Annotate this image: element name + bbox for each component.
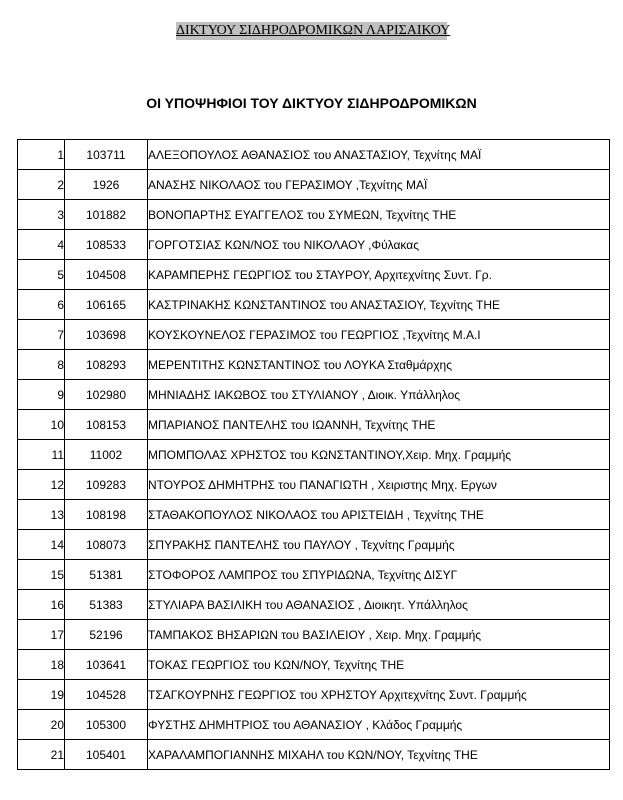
row-number: 17 [18, 620, 65, 650]
row-number: 16 [18, 590, 65, 620]
row-number: 6 [18, 290, 65, 320]
registry-number: 106165 [65, 290, 148, 320]
row-number: 19 [18, 680, 65, 710]
row-number: 12 [18, 470, 65, 500]
table-row [18, 140, 610, 170]
page-title: ΟΙ ΥΠΟΨΗΦΙΟΙ ΤΟΥ ΔΙΚΤΥΟΥ ΣΙΔΗΡΟΔΡΟΜΙΚΩΝ [146, 95, 477, 111]
row-number: 5 [18, 260, 65, 290]
registry-number: 104528 [65, 680, 148, 710]
table-row [18, 290, 610, 320]
table-row [18, 260, 610, 290]
table-row [18, 740, 610, 770]
table-row [18, 200, 610, 230]
candidate-description: ΚΑΣΤΡΙΝΑΚΗΣ ΚΩΝΣΤΑΝΤΙΝΟΣ του ΑΝΑΣΤΑΣΙΟΥ, Τεχνίτης ΤΗΕ [148, 290, 610, 320]
registry-number: 108533 [65, 230, 148, 260]
registry-number: 11002 [65, 440, 148, 470]
registry-number: 102980 [65, 380, 148, 410]
table-row [18, 590, 610, 620]
table-row [18, 350, 610, 380]
table-row [18, 710, 610, 740]
candidate-description: ΧΑΡΑΛΑΜΠΟΓΙΑΝΝΗΣ ΜΙΧΑΗΛ του ΚΩΝ/ΝΟΥ, Τεχνίτης ΤΗΕ [148, 740, 610, 770]
candidates-table-body [18, 140, 610, 770]
row-number: 9 [18, 380, 65, 410]
document-header: ΔΙΚΤΥΟΥ ΣΙΔΗΡΟΔΡΟΜΙΚΩΝ ΛΑΡΙΣΑΙΚΟΥ [176, 23, 451, 38]
registry-number: 103641 [65, 650, 148, 680]
registry-number: 104508 [65, 260, 148, 290]
row-number: 18 [18, 650, 65, 680]
registry-number: 108198 [65, 500, 148, 530]
registry-number: 103698 [65, 320, 148, 350]
registry-number: 1926 [65, 170, 148, 200]
row-number: 4 [18, 230, 65, 260]
candidate-description: ΤΑΜΠΑΚΟΣ ΒΗΣΑΡΙΩΝ του ΒΑΣΙΛΕΙΟΥ , Χειρ. Μηχ. Γραμμής [148, 620, 610, 650]
row-number: 20 [18, 710, 65, 740]
row-number: 21 [18, 740, 65, 770]
row-number: 11 [18, 440, 65, 470]
row-number: 14 [18, 530, 65, 560]
registry-number: 51383 [65, 590, 148, 620]
candidate-description: ΚΟΥΣΚΟΥΝΕΛΟΣ ΓΕΡΑΣΙΜΟΣ του ΓΕΩΡΓΙΟΣ ,Τεχνίτης Μ.Α.Ι [148, 320, 610, 350]
row-number: 8 [18, 350, 65, 380]
candidate-description: ΑΝΑΣΗΣ ΝΙΚΟΛΑΟΣ του ΓΕΡΑΣΙΜΟΥ ,Τεχνίτης ΜΑΪ [148, 170, 610, 200]
row-number: 15 [18, 560, 65, 590]
table-row [18, 230, 610, 260]
registry-number: 101882 [65, 200, 148, 230]
row-number: 7 [18, 320, 65, 350]
candidate-description: ΚΑΡΑΜΠΕΡΗΣ ΓΕΩΡΓΙΟΣ του ΣΤΑΥΡΟΥ, Αρχιτεχνίτης Συντ. Γρ. [148, 260, 610, 290]
candidate-description: ΣΤΑΘΑΚΟΠΟΥΛΟΣ ΝΙΚΟΛΑΟΣ του ΑΡΙΣΤΕΙΔΗ , Τεχνίτης ΤΗΕ [148, 500, 610, 530]
registry-number: 103711 [65, 140, 148, 170]
registry-number: 105300 [65, 710, 148, 740]
candidate-description: ΤΟΚΑΣ ΓΕΩΡΓΙΟΣ του ΚΩΝ/ΝΟΥ, Τεχνίτης ΤΗΕ [148, 650, 610, 680]
table-row [18, 380, 610, 410]
candidate-description: ΣΠΥΡΑΚΗΣ ΠΑΝΤΕΛΗΣ του ΠΑΥΛΟΥ , Τεχνίτης Γραμμής [148, 530, 610, 560]
candidate-description: ΝΤΟΥΡΟΣ ΔΗΜΗΤΡΗΣ του ΠΑΝΑΓΙΩΤΗ , Χειριστης Μηχ. Εργων [148, 470, 610, 500]
table-row [18, 560, 610, 590]
registry-number: 109283 [65, 470, 148, 500]
row-number: 3 [18, 200, 65, 230]
registry-number: 108073 [65, 530, 148, 560]
table-row [18, 500, 610, 530]
table-row [18, 650, 610, 680]
table-row [18, 530, 610, 560]
registry-number: 108153 [65, 410, 148, 440]
table-row [18, 170, 610, 200]
registry-number: 52196 [65, 620, 148, 650]
row-number: 2 [18, 170, 65, 200]
candidate-description: ΑΛΕΞΟΠΟΥΛΟΣ ΑΘΑΝΑΣΙΟΣ του ΑΝΑΣΤΑΣΙΟΥ, Τεχνίτης ΜΑΪ [148, 140, 610, 170]
table-row [18, 470, 610, 500]
table-row [18, 440, 610, 470]
candidate-description: ΜΕΡΕΝΤΙΤΗΣ ΚΩΝΣΤΑΝΤΙΝΟΣ του ΛΟΥΚΑ Σταθμάρχης [148, 350, 610, 380]
candidate-description: ΦΥΣΤΗΣ ΔΗΜΗΤΡΙΟΣ του ΑΘΑΝΑΣΙΟΥ , Κλάδος Γραμμής [148, 710, 610, 740]
candidate-description: ΣΤΥΛΙΑΡΑ ΒΑΣΙΛΙΚΗ του ΑΘΑΝΑΣΙΟΣ , Διοικητ. Υπάλληλος [148, 590, 610, 620]
candidates-table [17, 139, 610, 770]
candidate-description: ΜΠΟΜΠΟΛΑΣ ΧΡΗΣΤΟΣ του ΚΩΝΣΤΑΝΤΙΝΟΥ,Χειρ. Μηχ. Γραμμής [148, 440, 610, 470]
candidate-description: ΣΤΟΦΟΡΟΣ ΛΑΜΠΡΟΣ του ΣΠΥΡΙΔΩΝΑ, Τεχνίτης ΔΙΣΥΓ [148, 560, 610, 590]
table-row [18, 620, 610, 650]
registry-number: 105401 [65, 740, 148, 770]
candidate-description: ΓΟΡΓΟΤΣΙΑΣ ΚΩΝ/ΝΟΣ του ΝΙΚΟΛΑΟΥ ,Φύλακας [148, 230, 610, 260]
candidate-description: ΜΗΝΙΑΔΗΣ ΙΑΚΩΒΟΣ του ΣΤΥΛΙΑΝΟΥ , Διοικ. Υπάλληλος [148, 380, 610, 410]
row-number: 1 [18, 140, 65, 170]
registry-number: 51381 [65, 560, 148, 590]
candidate-description: ΜΠΑΡΙΑΝΟΣ ΠΑΝΤΕΛΗΣ του ΙΩΑΝΝΗ, Τεχνίτης ΤΗΕ [148, 410, 610, 440]
table-row [18, 320, 610, 350]
table-row [18, 410, 610, 440]
row-number: 10 [18, 410, 65, 440]
candidate-description: ΤΣΑΓΚΟΥΡΝΗΣ ΓΕΩΡΓΙΟΣ του ΧΡΗΣΤΟΥ Αρχιτεχνίτης Συντ. Γραμμής [148, 680, 610, 710]
table-row [18, 680, 610, 710]
row-number: 13 [18, 500, 65, 530]
registry-number: 108293 [65, 350, 148, 380]
candidate-description: ΒΟΝΟΠΑΡΤΗΣ ΕΥΑΓΓΕΛΟΣ του ΣΥΜΕΩΝ, Τεχνίτης ΤΗΕ [148, 200, 610, 230]
